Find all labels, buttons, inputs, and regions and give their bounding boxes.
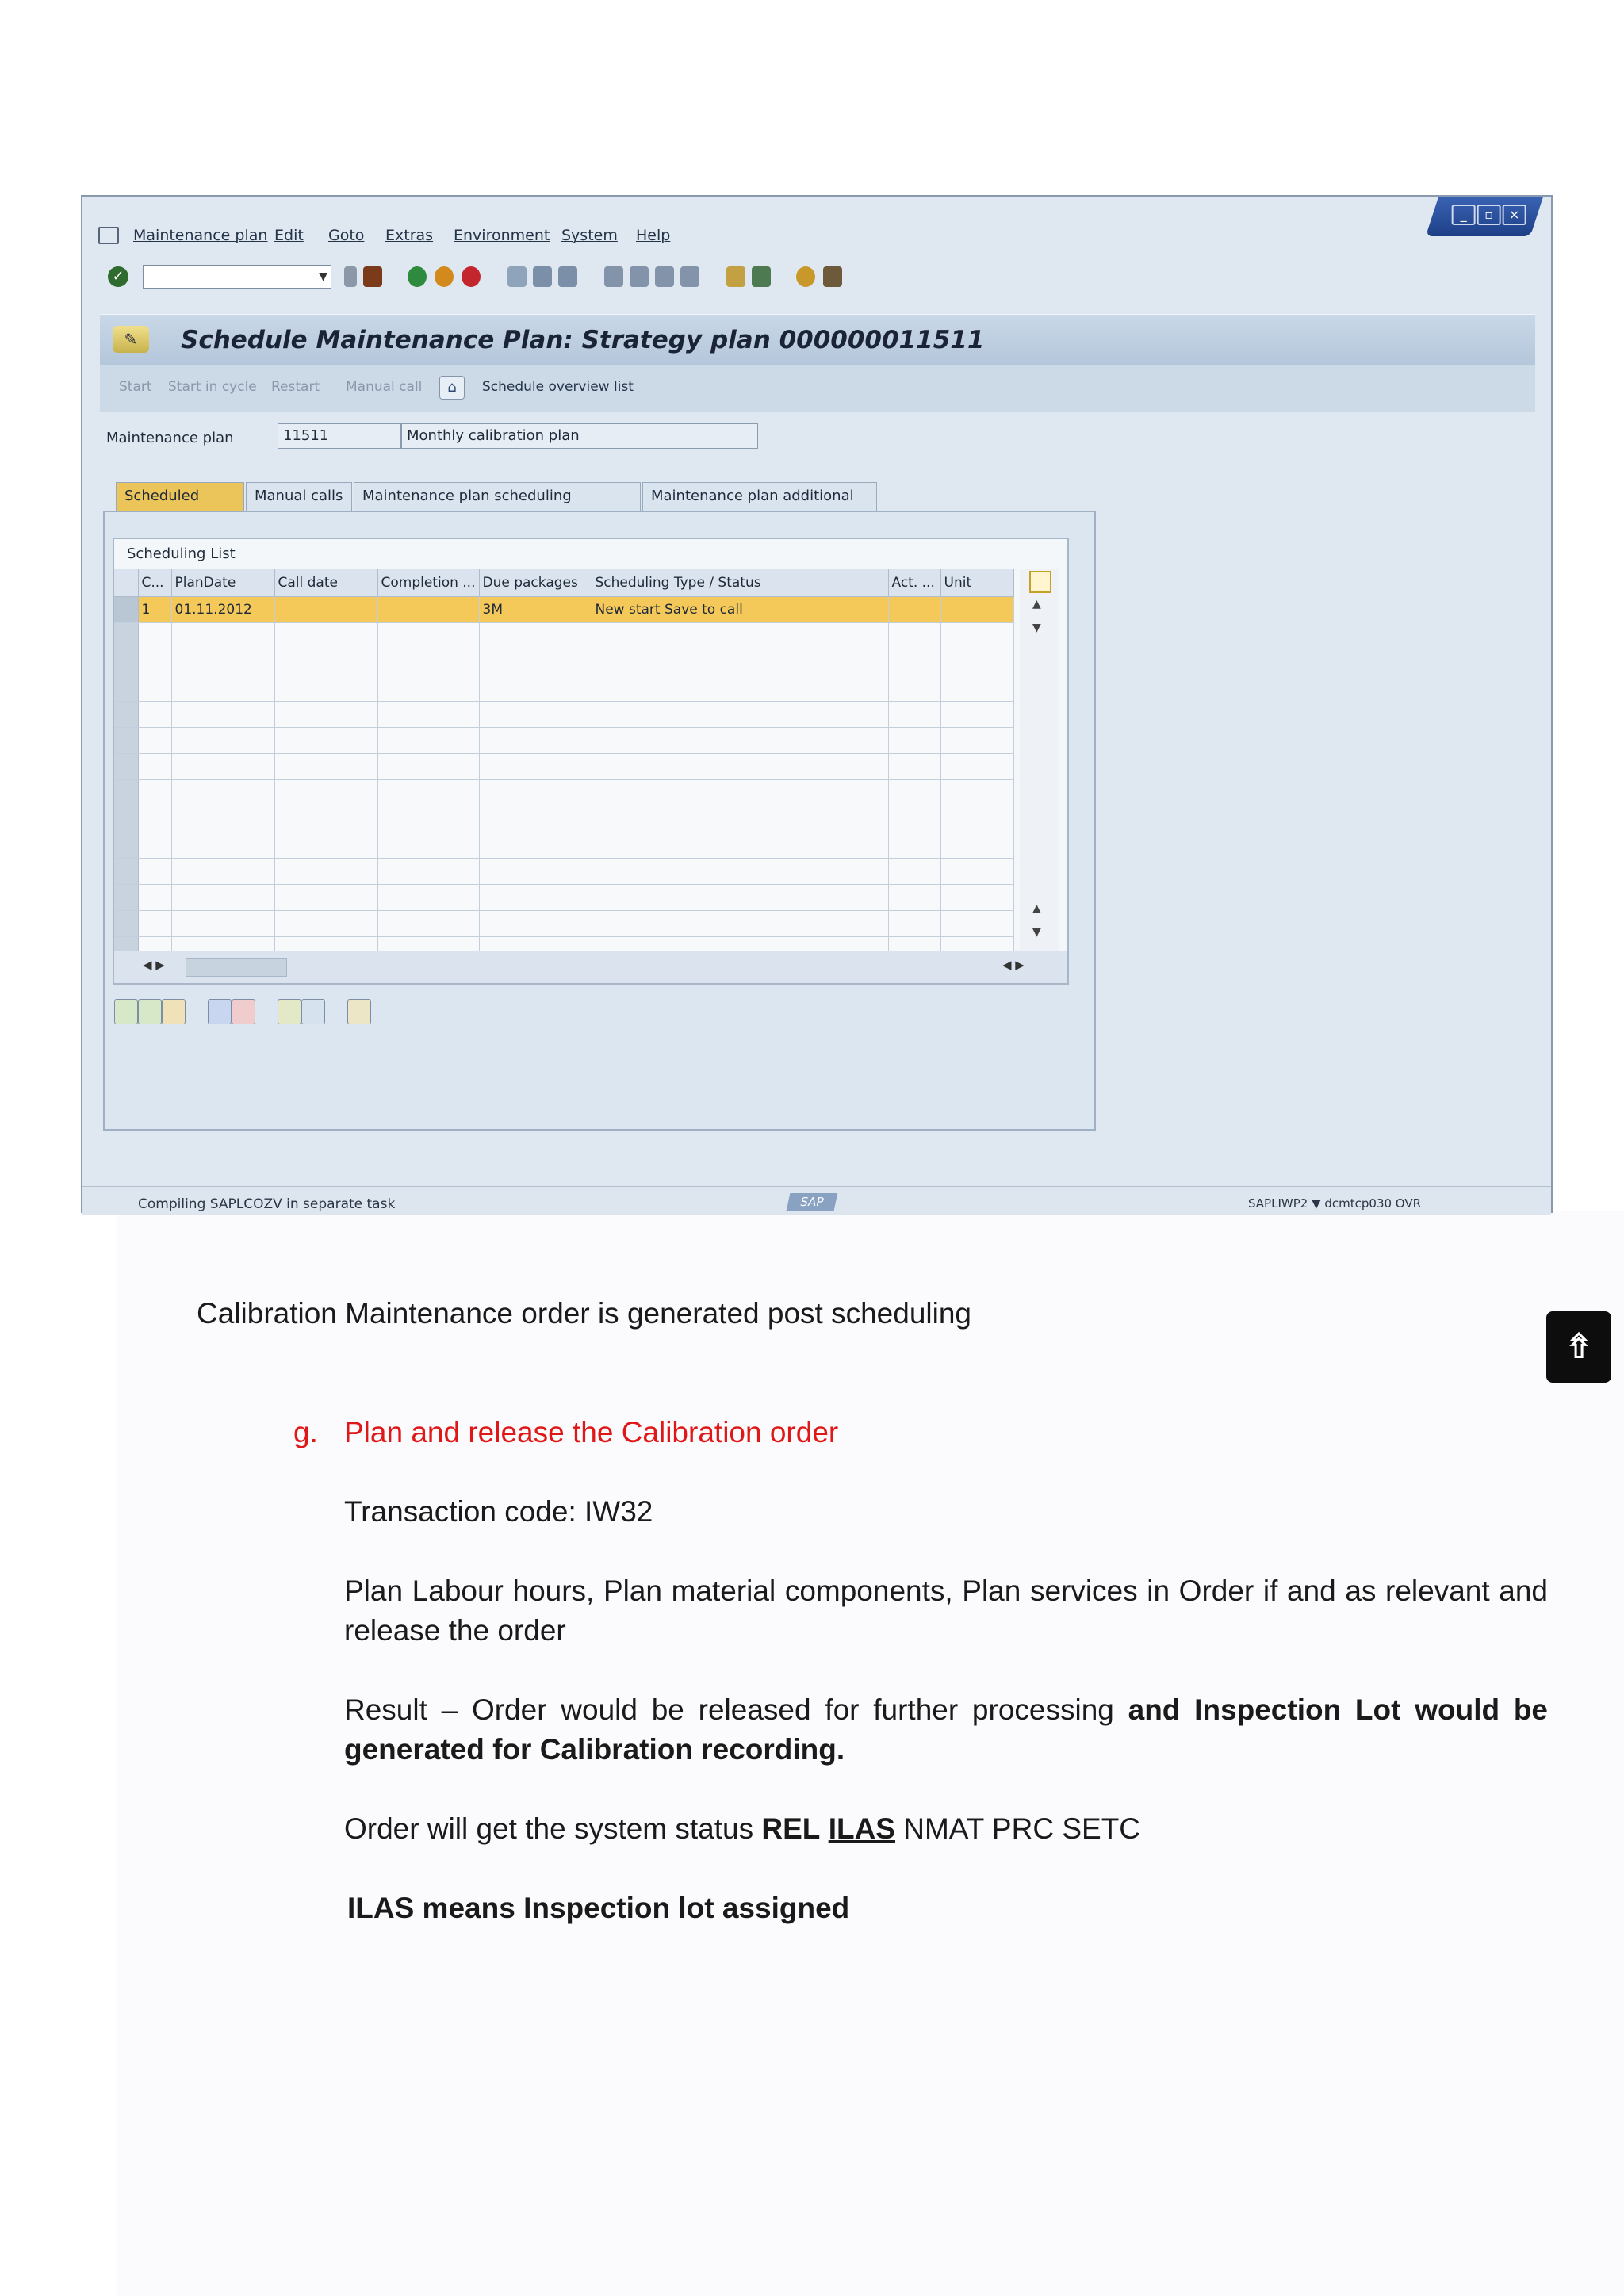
new-session-icon[interactable]: [726, 266, 745, 287]
table-cell[interactable]: [138, 832, 171, 859]
table-cell[interactable]: [940, 675, 1013, 702]
result-bold-text: and Inspection Lot would be generated for Calibration recording.: [344, 1693, 1549, 1766]
table-cell[interactable]: [479, 911, 592, 937]
column-header[interactable]: PlanDate: [171, 569, 274, 597]
table-cell[interactable]: [888, 832, 940, 859]
chevron-down-icon[interactable]: ▼: [319, 270, 327, 283]
table-cell[interactable]: [377, 597, 479, 623]
release-call-icon[interactable]: [138, 999, 162, 1024]
table-cell[interactable]: [138, 649, 171, 675]
column-header[interactable]: C...: [138, 569, 171, 597]
row-selector[interactable]: [114, 885, 138, 911]
column-header[interactable]: Due packages: [479, 569, 592, 597]
row-selector[interactable]: [114, 754, 138, 780]
table-cell[interactable]: [171, 832, 274, 859]
table-cell[interactable]: [138, 780, 171, 806]
table-cell[interactable]: [592, 702, 888, 728]
select-all-icon[interactable]: [114, 999, 138, 1024]
table-cell[interactable]: [274, 728, 377, 754]
scroll-down-icon[interactable]: ▼: [1032, 926, 1041, 939]
table-cell[interactable]: [377, 911, 479, 937]
tab-scheduling-parameters[interactable]: Maintenance plan scheduling: [354, 482, 641, 511]
row-selector[interactable]: [114, 623, 138, 649]
layout-menu-icon[interactable]: [823, 266, 842, 287]
table-cell[interactable]: [940, 728, 1013, 754]
application-toolbar: [100, 365, 1535, 412]
table-cell[interactable]: [274, 806, 377, 832]
table-cell[interactable]: [479, 859, 592, 885]
detail-icon[interactable]: [278, 999, 301, 1024]
menu-edit[interactable]: Edit: [274, 227, 304, 244]
table-cell[interactable]: [888, 597, 940, 623]
minimize-icon[interactable]: _: [1452, 205, 1476, 225]
table-cell[interactable]: [940, 597, 1013, 623]
table-cell[interactable]: [138, 806, 171, 832]
table-cell[interactable]: [479, 675, 592, 702]
table-cell[interactable]: [377, 702, 479, 728]
table-cell[interactable]: [479, 780, 592, 806]
table-cell[interactable]: [171, 859, 274, 885]
table-cell[interactable]: [479, 754, 592, 780]
fix-call-icon[interactable]: [162, 999, 186, 1024]
table-cell[interactable]: [171, 911, 274, 937]
menu-goto[interactable]: Goto: [328, 227, 365, 244]
table-cell[interactable]: [888, 885, 940, 911]
table-cell[interactable]: [377, 728, 479, 754]
call-object-icon[interactable]: [208, 999, 232, 1024]
maintenance-plan-number-field[interactable]: 11511: [278, 423, 401, 449]
ilas-definition: ILAS means Inspection lot assigned: [347, 1892, 850, 1924]
transaction-code: Transaction code: IW32: [344, 1495, 653, 1528]
restore-icon[interactable]: ▫: [1477, 205, 1501, 225]
table-cell[interactable]: [888, 728, 940, 754]
table-cell[interactable]: [171, 623, 274, 649]
vertical-scrollbar[interactable]: [1020, 569, 1059, 951]
table-row[interactable]: [114, 859, 1013, 885]
table-cell[interactable]: [479, 649, 592, 675]
table-cell[interactable]: [274, 859, 377, 885]
table-cell[interactable]: [274, 702, 377, 728]
table-row[interactable]: [114, 754, 1013, 780]
maintenance-plan-description-field[interactable]: Monthly calibration plan: [401, 423, 758, 449]
table-row[interactable]: [114, 675, 1013, 702]
tab-manual-calls[interactable]: Manual calls: [246, 482, 352, 511]
table-cell[interactable]: [377, 832, 479, 859]
enter-icon[interactable]: ✓: [108, 266, 128, 287]
row-selector[interactable]: [114, 806, 138, 832]
tab-additional-data[interactable]: Maintenance plan additional: [642, 482, 877, 511]
table-cell[interactable]: 3M: [479, 597, 592, 623]
back-icon[interactable]: [408, 266, 427, 287]
menu-system[interactable]: System: [561, 227, 618, 244]
back-arrow-icon[interactable]: [344, 266, 357, 287]
table-cell[interactable]: [138, 754, 171, 780]
status-rest: NMAT PRC SETC: [894, 1812, 1141, 1845]
table-cell[interactable]: [138, 859, 171, 885]
step-marker: g.: [293, 1416, 318, 1448]
table-cell[interactable]: [138, 911, 171, 937]
row-selector[interactable]: [114, 832, 138, 859]
table-cell[interactable]: [940, 911, 1013, 937]
scroll-down-icon[interactable]: ▼: [1032, 622, 1041, 634]
status-message: Compiling SAPLCOZV in separate task: [138, 1196, 396, 1212]
menu-bar: [82, 220, 1551, 252]
status-ilas: ILAS: [828, 1812, 895, 1845]
table-cell[interactable]: [274, 597, 377, 623]
table-cell[interactable]: [592, 728, 888, 754]
close-icon[interactable]: ×: [1503, 205, 1526, 225]
table-row[interactable]: [114, 597, 1013, 623]
table-settings-icon[interactable]: [1029, 571, 1051, 593]
help-icon[interactable]: [796, 266, 815, 287]
scroll-up-icon[interactable]: ▲: [1032, 902, 1041, 915]
table-cell[interactable]: [138, 675, 171, 702]
scroll-left-icon[interactable]: ◀ ▶: [143, 958, 165, 972]
table-row[interactable]: [114, 702, 1013, 728]
table-row[interactable]: [114, 911, 1013, 937]
find-icon[interactable]: [533, 266, 552, 287]
table-cell[interactable]: [171, 806, 274, 832]
table-cell[interactable]: [377, 859, 479, 885]
table-cell[interactable]: [274, 780, 377, 806]
row-selector[interactable]: [114, 702, 138, 728]
table-row[interactable]: [114, 649, 1013, 675]
table-cell[interactable]: [377, 675, 479, 702]
print-icon[interactable]: [508, 266, 527, 287]
table-cell[interactable]: [479, 885, 592, 911]
table-cell[interactable]: [592, 649, 888, 675]
table-cell[interactable]: [940, 832, 1013, 859]
table-cell[interactable]: [888, 623, 940, 649]
table-cell[interactable]: [274, 754, 377, 780]
row-selector[interactable]: [114, 728, 138, 754]
table-cell[interactable]: [888, 806, 940, 832]
manual-call-button[interactable]: Manual call: [346, 379, 423, 395]
result-text: Result – Order would be released for further processing: [344, 1693, 1128, 1726]
table-cell[interactable]: [888, 859, 940, 885]
next-page-icon[interactable]: [655, 266, 674, 287]
table-cell[interactable]: [940, 754, 1013, 780]
scrollbar-thumb[interactable]: [186, 958, 287, 977]
menu-extras[interactable]: Extras: [385, 227, 434, 244]
save-icon[interactable]: [363, 266, 382, 287]
row-selector[interactable]: [114, 911, 138, 937]
table-cell[interactable]: [940, 885, 1013, 911]
row-selector-header[interactable]: [114, 569, 138, 597]
table-row[interactable]: [114, 728, 1013, 754]
table-cell[interactable]: [479, 702, 592, 728]
table-cell[interactable]: [479, 806, 592, 832]
sap-logo: SAP: [787, 1193, 838, 1211]
step-title: Plan and release the Calibration order: [344, 1416, 839, 1448]
find-next-icon[interactable]: [558, 266, 577, 287]
row-selector[interactable]: [114, 649, 138, 675]
horizontal-scrollbar[interactable]: [114, 951, 1067, 983]
scroll-right-icon[interactable]: ◀ ▶: [1002, 958, 1025, 972]
table-cell[interactable]: [888, 702, 940, 728]
table-cell[interactable]: [171, 675, 274, 702]
settings-icon[interactable]: [301, 999, 325, 1024]
table-cell[interactable]: [138, 623, 171, 649]
table-cell[interactable]: [138, 702, 171, 728]
menu-environment[interactable]: Environment: [454, 227, 550, 244]
table-cell[interactable]: [888, 911, 940, 937]
column-header[interactable]: Completion ...: [377, 569, 479, 597]
table-cell[interactable]: [888, 754, 940, 780]
table-cell[interactable]: [377, 754, 479, 780]
table-cell[interactable]: [940, 623, 1013, 649]
table-cell[interactable]: [592, 675, 888, 702]
page-title: Schedule Maintenance Plan: Strategy plan 000000011511: [181, 326, 985, 354]
table-row[interactable]: [114, 885, 1013, 911]
table-cell[interactable]: [171, 728, 274, 754]
result-paragraph: [344, 1690, 1548, 1770]
cancel-icon[interactable]: [462, 266, 481, 287]
status-bar: [82, 1186, 1551, 1215]
table-cell[interactable]: [592, 832, 888, 859]
scheduling-list: [113, 538, 1069, 985]
column-header[interactable]: Scheduling Type / Status: [592, 569, 888, 597]
first-page-icon[interactable]: [604, 266, 623, 287]
table-row[interactable]: [114, 623, 1013, 649]
scheduling-list-title: Scheduling List: [127, 545, 236, 562]
row-selector[interactable]: [114, 675, 138, 702]
column-header[interactable]: Call date: [274, 569, 377, 597]
status-rel: REL: [761, 1812, 821, 1845]
shortcut-icon[interactable]: [752, 266, 771, 287]
schedule-overview-button[interactable]: Schedule overview list: [482, 379, 634, 395]
table-cell[interactable]: [479, 832, 592, 859]
menu-icon[interactable]: [98, 227, 119, 244]
screen-title-bar: [100, 314, 1535, 365]
scroll-up-icon[interactable]: ▲: [1032, 598, 1041, 610]
restart-button[interactable]: Restart: [271, 379, 320, 395]
table-row[interactable]: [114, 832, 1013, 859]
table-cell[interactable]: [138, 728, 171, 754]
assistant-logo-icon[interactable]: ⇮: [1546, 1311, 1611, 1383]
table-cell[interactable]: [274, 885, 377, 911]
table-cell[interactable]: [592, 911, 888, 937]
table-cell[interactable]: [138, 885, 171, 911]
table-cell[interactable]: [274, 623, 377, 649]
row-selector[interactable]: [114, 859, 138, 885]
table-cell[interactable]: [377, 885, 479, 911]
maintenance-plan-label: Maintenance plan: [106, 430, 234, 446]
table-row[interactable]: [114, 780, 1013, 806]
table-cell[interactable]: [274, 911, 377, 937]
table-cell[interactable]: [592, 623, 888, 649]
table-cell[interactable]: [888, 780, 940, 806]
table-cell[interactable]: [888, 649, 940, 675]
command-field[interactable]: [143, 265, 331, 289]
previous-page-icon[interactable]: [630, 266, 649, 287]
schedule-icon[interactable]: ⌂: [439, 376, 465, 400]
tab-scheduled-calls[interactable]: Scheduled: [116, 482, 244, 511]
table-cell[interactable]: [171, 702, 274, 728]
skip-call-icon[interactable]: [232, 999, 255, 1024]
table-cell[interactable]: [171, 780, 274, 806]
table-cell[interactable]: [377, 806, 479, 832]
table-cell[interactable]: [274, 675, 377, 702]
row-selector[interactable]: [114, 597, 138, 623]
menu-help[interactable]: Help: [636, 227, 671, 244]
table-cell[interactable]: 01.11.2012: [171, 597, 274, 623]
table-cell[interactable]: [479, 623, 592, 649]
table-cell[interactable]: [940, 806, 1013, 832]
row-selector[interactable]: [114, 780, 138, 806]
table-cell[interactable]: [592, 754, 888, 780]
table-cell[interactable]: [274, 832, 377, 859]
table-cell[interactable]: [592, 885, 888, 911]
column-header[interactable]: Unit: [940, 569, 1013, 597]
table-cell[interactable]: [940, 702, 1013, 728]
start-button[interactable]: Start: [119, 379, 152, 395]
screenshot-caption: Calibration Maintenance order is generated post scheduling: [197, 1297, 971, 1330]
column-header[interactable]: Act. ...: [888, 569, 940, 597]
status-paragraph: [344, 1809, 1140, 1849]
table-cell[interactable]: [171, 649, 274, 675]
planning-paragraph: Plan Labour hours, Plan material components, Plan services in Order if and as relevant and release the order: [344, 1575, 1548, 1647]
reset-icon[interactable]: [347, 999, 371, 1024]
table-cell[interactable]: [940, 859, 1013, 885]
table-cell[interactable]: [592, 780, 888, 806]
table-cell[interactable]: [377, 623, 479, 649]
last-page-icon[interactable]: [680, 266, 699, 287]
table-cell[interactable]: [888, 675, 940, 702]
table-cell[interactable]: [940, 649, 1013, 675]
table-cell[interactable]: [274, 649, 377, 675]
menu-maintenance-plan[interactable]: Maintenance plan: [133, 227, 268, 244]
table-cell[interactable]: [171, 754, 274, 780]
system-info[interactable]: SAPLIWP2 ▼ dcmtcp030 OVR: [1248, 1196, 1422, 1211]
plan-icon: ✎: [113, 326, 149, 353]
table-cell[interactable]: [377, 780, 479, 806]
table-row[interactable]: [114, 806, 1013, 832]
table-cell[interactable]: [592, 859, 888, 885]
scheduling-table: [114, 569, 1014, 963]
table-cell[interactable]: 1: [138, 597, 171, 623]
exit-icon[interactable]: [435, 266, 454, 287]
start-in-cycle-button[interactable]: Start in cycle: [168, 379, 257, 395]
table-cell[interactable]: [171, 885, 274, 911]
status-prefix: Order will get the system status: [344, 1812, 762, 1845]
table-cell[interactable]: [592, 806, 888, 832]
table-cell[interactable]: New start Save to call: [592, 597, 888, 623]
table-cell[interactable]: [377, 649, 479, 675]
table-cell[interactable]: [479, 728, 592, 754]
table-cell[interactable]: [940, 780, 1013, 806]
table-header-row: [114, 569, 1013, 597]
system-toolbar: [82, 262, 1551, 295]
